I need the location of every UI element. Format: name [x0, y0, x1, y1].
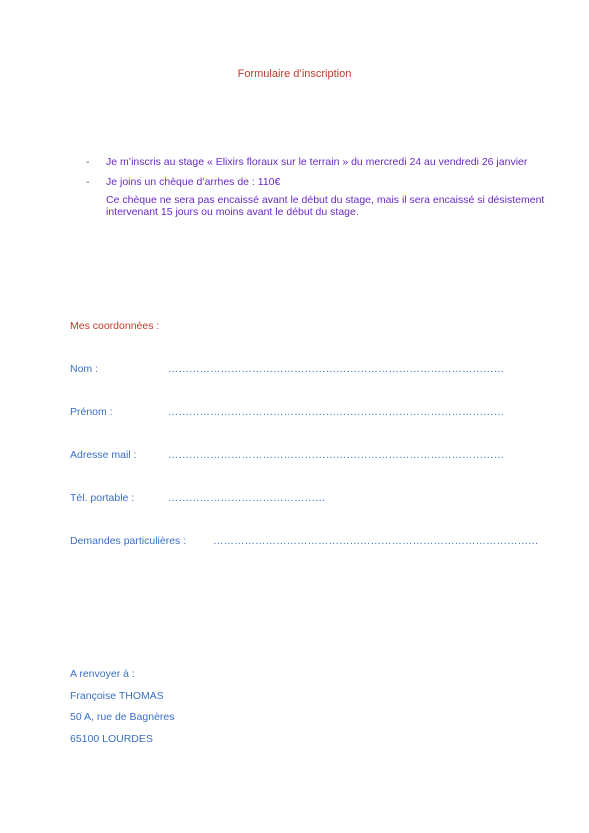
- field-phone[interactable]: [70, 492, 540, 506]
- field-label: Adresse mail :: [70, 449, 137, 461]
- bullet-note: Ce chèque ne sera pas encaissé avant le début du stage, mais il sera encaissé si désistement intervenant 15 jours ou moins avant le début du stage.: [106, 194, 545, 218]
- bullet-list: [86, 156, 546, 226]
- address-name: Françoise THOMAS: [70, 689, 164, 702]
- form-title: Formulaire d’inscription: [237, 68, 352, 80]
- field-requests[interactable]: [70, 535, 540, 549]
- bullet-dash: -: [86, 156, 90, 168]
- bullet-text: Je joins un chèque d’arrhes de : 110€: [106, 176, 281, 188]
- field-email[interactable]: [70, 449, 540, 463]
- field-label: Demandes particulières :: [70, 535, 187, 547]
- field-nom[interactable]: [70, 363, 540, 377]
- field-dots[interactable]: ………………………………………: [168, 492, 326, 504]
- return-address: [70, 664, 175, 750]
- field-label: Prénom :: [70, 406, 113, 418]
- field-label: Nom :: [70, 363, 99, 375]
- bullet-text: Je m’inscris au stage « Elixirs floraux sur le terrain » du mercredi 24 au vendredi 26 janvier: [106, 156, 528, 168]
- field-prenom[interactable]: [70, 406, 540, 420]
- bullet-dash: -: [86, 176, 90, 188]
- address-street: 50 A, rue de Bagnères: [70, 711, 175, 723]
- field-label: Tél. portable :: [70, 492, 135, 504]
- field-dots[interactable]: …………………………………………………………………………………: [213, 535, 539, 547]
- field-dots[interactable]: ……………………………………………………………………………………: [168, 449, 504, 461]
- field-dots[interactable]: ……………………………………………………………………………………: [168, 363, 504, 375]
- list-item: [86, 176, 546, 218]
- address-intro: A renvoyer à :: [70, 668, 135, 680]
- address-city: 65100 LOURDES: [70, 732, 153, 745]
- section-title: Mes coordonnées :: [70, 320, 160, 332]
- list-item: [86, 156, 546, 168]
- field-dots[interactable]: ……………………………………………………………………………………: [168, 406, 504, 418]
